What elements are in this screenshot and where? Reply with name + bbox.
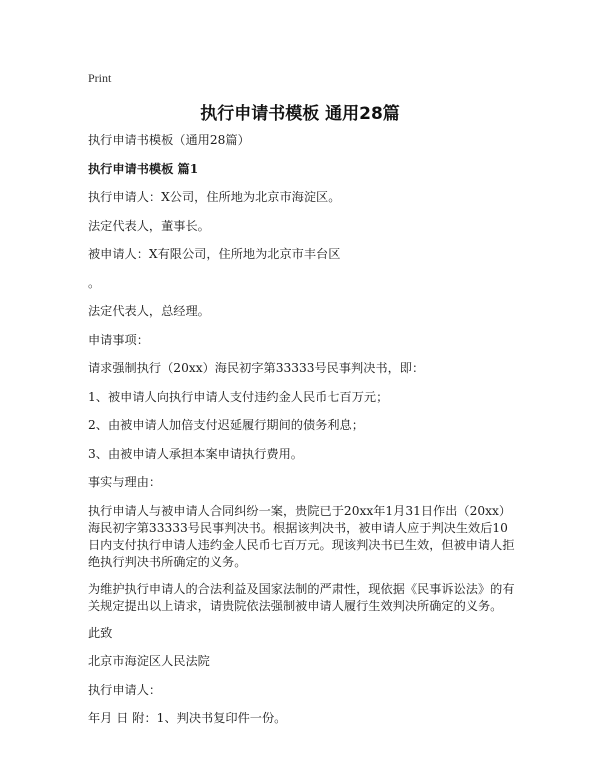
paragraph-salutation: 此致 [88,625,113,640]
paragraph-applicant: 执行申请人：X公司，住所地为北京市海淀区。 [88,190,341,204]
section-heading: 执行申请书模板 篇1 [88,161,199,176]
paragraph-facts-heading: 事实与理由： [88,475,162,489]
paragraph-item-3: 3、由被申请人承担本案申请执行费用。 [88,446,303,461]
paragraph-grounds: 为维护执行申请人的合法利益及国家法制的严肃性，现依据《民事诉讼法》的有关规定提出以上请求，请贵院依法强制被申请人履行生效判决所确定的义务。 [88,581,515,613]
paragraph-legal-rep-2: 法定代表人，总经理。 [88,304,210,318]
paragraph-respondent: 被申请人：X有限公司，住所地为北京市丰台区 [88,247,341,261]
paragraph-period: 。 [88,275,101,290]
paragraph-signature: 执行申请人： [88,682,162,697]
paragraph-request-heading: 申请事项： [88,332,149,347]
document-body [88,132,520,739]
paragraph-court: 北京市海淀区人民法院 [88,654,210,668]
paragraph-date-attachment: 年月 日 附：1、判决书复印件一份。 [88,711,287,725]
paragraph-item-2: 2、由被申请人加倍支付迟延履行期间的债务利息； [88,418,364,432]
paragraph-subtitle: 执行申请书模板（通用28篇） [88,133,250,147]
document-title: 执行申请书模板 通用28篇 [200,104,400,124]
print-label: Print [88,71,112,85]
paragraph-item-1: 1、被申请人向执行申请人支付违约金人民币七百万元； [88,389,389,404]
paragraph-legal-rep-1: 法定代表人，董事长。 [88,218,210,233]
paragraph-facts: 执行申请人与被申请人合同纠纷一案，贵院已于20xx年1月31日作出（20xx）海民初字第33333号民事判决书。根据该判决书，被申请人应于判决生效后10日内支付执行申请人违约金人民币七百万元。现该判决书已生效，但被申请人拒绝执行判决书所确定的义务。 [88,503,515,569]
paragraph-request: 请求强制执行（20xx）海民初字第33333号民事判决书，即： [88,361,425,375]
